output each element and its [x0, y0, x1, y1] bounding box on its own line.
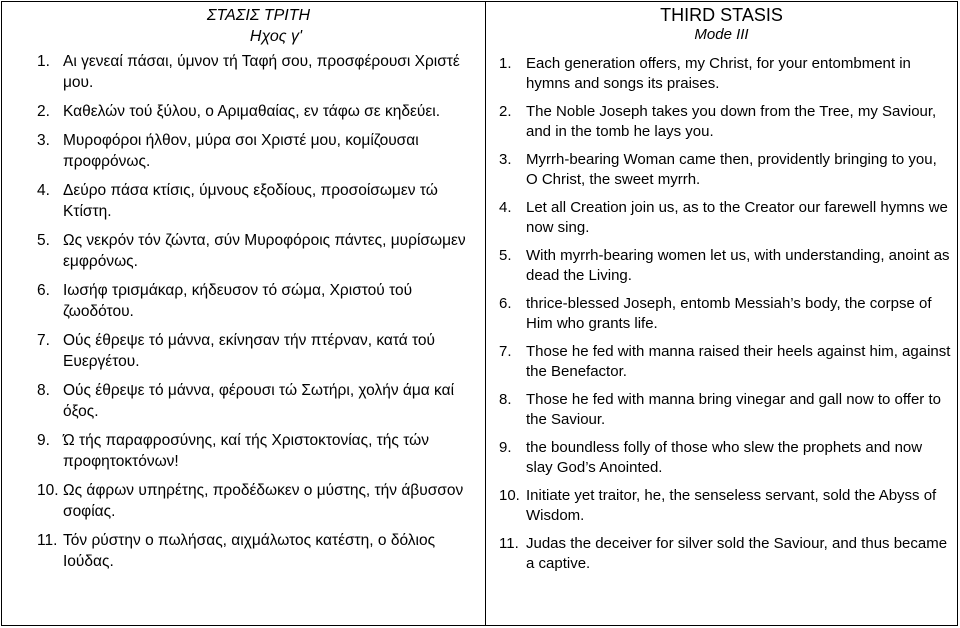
english-verse: [499, 438, 957, 478]
english-verse: [499, 150, 957, 190]
verse-text: Ούς έθρεψε τό μάννα, φέρουσι τώ Σωτήρι, χολήν άμα καί όξος.: [63, 382, 455, 420]
english-verse: [499, 534, 957, 574]
verse-text: The Noble Joseph takes you down from the Tree, my Saviour, and in the tomb he lays you.: [526, 103, 937, 140]
verse-number: 2.: [499, 103, 512, 120]
english-verse: [499, 342, 957, 382]
verse-text: Those he fed with manna raised their heels against him, against the Benefactor.: [526, 343, 951, 380]
verse-number: 6.: [37, 282, 50, 299]
verse-text: Δεύρο πάσα κτίσις, ύμνους εξοδίους, προσοίσωμεν τώ Κτίστη.: [63, 182, 438, 220]
verse-number: 10.: [37, 482, 59, 499]
verse-text: Ως άφρων υπηρέτης, προδέδωκεν ο μύστης, τήν άβυσσον σοφίας.: [63, 482, 464, 520]
verse-number: 4.: [499, 199, 512, 216]
english-verse: [499, 102, 957, 142]
greek-verse: [37, 280, 485, 322]
english-mode: Mode III: [694, 26, 749, 43]
verse-number: 1.: [37, 53, 50, 70]
greek-verse: [37, 180, 485, 222]
greek-verse: [37, 330, 485, 372]
verse-text: Αι γενεαί πάσαι, ύμνον τή Ταφή σου, προσφέρουσι Χριστέ μου.: [63, 53, 460, 91]
verse-text: Each generation offers, my Christ, for your entombment in hymns and songs its praises.: [526, 55, 911, 92]
english-title: THIRD STASIS: [660, 5, 783, 25]
stasis-table-row: [2, 2, 958, 626]
english-verse: [499, 246, 957, 286]
verse-text: Καθελών τού ξύλου, ο Αριμαθαίας, εν τάφω σε κηδεύει.: [63, 103, 441, 120]
greek-column: [2, 2, 486, 626]
verse-number: 9.: [37, 432, 50, 449]
verse-number: 11.: [499, 535, 519, 552]
english-verse: [499, 294, 957, 334]
verse-number: 8.: [37, 382, 50, 399]
greek-verse: [37, 430, 485, 472]
english-verse: [499, 486, 957, 526]
english-verse: [499, 198, 957, 238]
verse-number: 8.: [499, 391, 512, 408]
verse-text: thrice-blessed Joseph, entomb Messiah’s body, the corpse of Him who grants life.: [526, 295, 932, 332]
verse-number: 2.: [37, 103, 50, 120]
greek-mode: Ηχος γ': [249, 28, 303, 45]
verse-text: Ιωσήφ τρισμάκαρ, κήδευσον τό σώμα, Χριστού τού ζωοδότου.: [63, 282, 413, 320]
verse-number: 9.: [499, 439, 512, 456]
english-verse: [499, 54, 957, 94]
verse-text: Initiate yet traitor, he, the senseless servant, sold the Abyss of Wisdom.: [526, 487, 937, 524]
verse-text: the boundless folly of those who slew the prophets and now slay God’s Anointed.: [526, 439, 923, 476]
english-verse: [499, 390, 957, 430]
greek-verse: [37, 380, 485, 422]
english-column: [486, 2, 958, 626]
verse-number: 5.: [499, 247, 512, 264]
verse-text: Ούς έθρεψε τό μάννα, εκίνησαν τήν πτέρναν, κατά τού Ευεργέτου.: [63, 332, 436, 370]
english-verse-list: [486, 54, 957, 574]
verse-text: Τόν ρύστην ο πωλήσας, αιχμάλωτος κατέστη, ο δόλιος Ιούδας.: [63, 532, 436, 570]
greek-verse: [37, 230, 485, 272]
verse-text: Judas the deceiver for silver sold the Saviour, and thus became a captive.: [526, 535, 948, 572]
verse-number: 3.: [499, 151, 512, 168]
verse-text: Let all Creation join us, as to the Creator our farewell hymns we now sing.: [526, 199, 948, 236]
verse-number: 3.: [37, 132, 50, 149]
greek-verse: [37, 530, 485, 572]
greek-title: ΣΤΑΣΙΣ ΤΡΙΤΗ: [206, 7, 311, 24]
verse-text: Ως νεκρόν τόν ζώντα, σύν Μυροφόροις πάντες, μυρίσωμεν εμφρόνως.: [63, 232, 466, 270]
verse-text: With myrrh-bearing women let us, with understanding, anoint as dead the Living.: [526, 247, 950, 284]
verse-number: 7.: [499, 343, 512, 360]
verse-text: Ώ τής παραφροσύνης, καί τής Χριστοκτονίας, τής τών προφητοκτόνων!: [63, 432, 429, 470]
verse-number: 11.: [37, 532, 58, 549]
greek-verse: [37, 130, 485, 172]
verse-text: Μυροφόροι ήλθον, μύρα σοι Χριστέ μου, κομίζουσαι προφρόνως.: [63, 132, 419, 170]
verse-number: 7.: [37, 332, 50, 349]
stasis-table: [1, 1, 958, 626]
verse-number: 6.: [499, 295, 512, 312]
verse-number: 10.: [499, 487, 520, 504]
verse-text: Myrrh-bearing Woman came then, providently bringing to you, O Christ, the sweet myrrh.: [526, 151, 937, 188]
verse-text: Those he fed with manna bring vinegar and gall now to offer to the Saviour.: [526, 391, 941, 428]
verse-number: 1.: [499, 55, 512, 72]
greek-verse: [37, 51, 485, 93]
greek-verse: [37, 101, 485, 122]
verse-number: 5.: [37, 232, 50, 249]
greek-verse-list: [2, 51, 485, 572]
greek-verse: [37, 480, 485, 522]
verse-number: 4.: [37, 182, 50, 199]
